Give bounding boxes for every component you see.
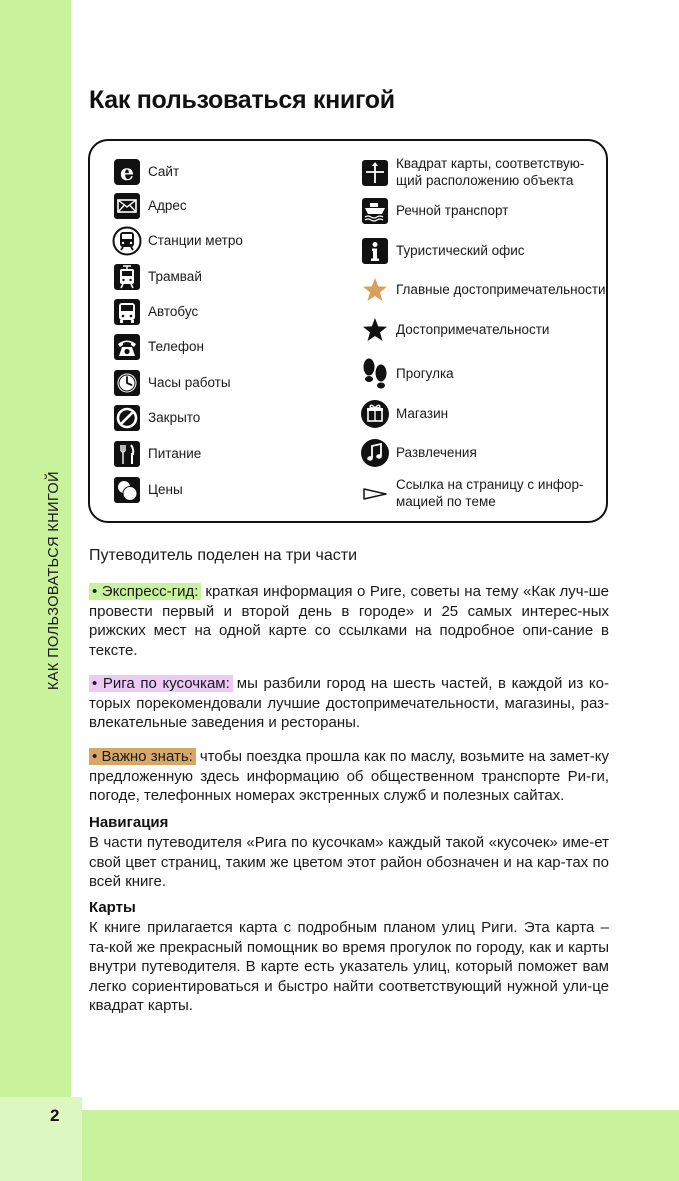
maps-text: К книге прилагается карта с подробным планом улиц Риги. Эта карта – та-кой же прекрасный помощник во время прогулок по городу, как и карты внутри путеводителя. В карте есть указатель улиц, который поможет вам легко сориентироваться и быстро найти соответствующий нужной ули-це квадрат карты. xyxy=(89,919,609,1014)
section-important xyxy=(89,747,609,806)
music-icon xyxy=(360,438,390,468)
legend-item-walk: Прогулка xyxy=(360,357,454,391)
bus-icon xyxy=(112,297,142,327)
legend-item-tram: Трамвай xyxy=(112,262,202,292)
legend-box xyxy=(88,139,608,523)
legend-item-river-transport: Речной транспорт xyxy=(360,196,508,226)
phone-icon xyxy=(112,332,142,362)
legend-item-website: e Сайт xyxy=(112,157,179,187)
maps-heading: Карты xyxy=(89,899,136,916)
legend-item-phone: Телефон xyxy=(112,332,204,362)
side-chapter-title: КАК ПОЛЬЗОВАТЬСЯ КНИГОЙ xyxy=(46,471,62,690)
section-pieces xyxy=(89,674,609,733)
shop-icon xyxy=(360,399,390,429)
page-number: 2 xyxy=(50,1106,60,1125)
page-number-box xyxy=(0,1097,82,1181)
legend-item-hours: Часы работы xyxy=(112,368,231,398)
intro-text: Путеводитель поделен на три части xyxy=(89,547,358,564)
bottom-strip xyxy=(82,1110,679,1181)
closed-icon xyxy=(112,403,142,433)
tram-icon xyxy=(112,262,142,292)
footprints-icon xyxy=(360,357,390,391)
legend-item-food: Питание xyxy=(112,439,201,469)
legend-item-sights: Достопримечательности xyxy=(360,315,549,345)
legend-item-page-link: Ссылка на страницу с инфор-мацией по теме xyxy=(360,477,591,511)
svg-text:e: e xyxy=(120,160,134,186)
legend-item-map-grid: Квадрат карты, соответствую-щий расположению объекта xyxy=(360,156,591,190)
map-grid-icon xyxy=(360,158,390,188)
website-icon xyxy=(112,157,142,187)
section-important-text: чтобы поездка прошла как по маслу, возьмите на замет-ку предложенную здесь информацию об общественном транспорте Ри-ги, погоде, телефонных номерах экстренных служб и полезных сайтах. xyxy=(89,748,609,804)
gold-star-icon xyxy=(360,275,390,305)
price-icon xyxy=(112,475,142,505)
legend-item-address: Адрес xyxy=(112,191,187,221)
legend-item-tourist-office: Туристический офис xyxy=(360,236,525,266)
envelope-icon xyxy=(112,191,142,221)
clock-icon xyxy=(112,368,142,398)
legend-item-entertainment: Развлечения xyxy=(360,438,477,468)
river-transport-icon xyxy=(360,196,390,226)
legend-item-prices: Цены xyxy=(112,475,183,505)
page-title: Как пользоваться книгой xyxy=(89,86,395,114)
arrow-link-icon xyxy=(360,479,390,509)
info-icon xyxy=(360,236,390,266)
black-star-icon xyxy=(360,315,390,345)
food-icon xyxy=(112,439,142,469)
legend-item-closed: Закрыто xyxy=(112,403,200,433)
legend-item-main-sights: Главные достопримечательности xyxy=(360,275,606,305)
section-express xyxy=(89,582,609,660)
section-express-label: • Экспресс-гид: xyxy=(89,583,201,600)
section-pieces-label: • Рига по кусочкам: xyxy=(89,675,233,692)
legend-item-bus: Автобус xyxy=(112,297,198,327)
section-express-text: краткая информация о Риге, советы на тему «Как луч-ше провести первый и второй день в городе» и 25 самых интерес-ных рижских мест на одной карте со ссылками на подробное опи-сание в тексте. xyxy=(89,583,609,659)
legend-item-shop: Магазин xyxy=(360,399,448,429)
navigation-text: В части путеводителя «Рига по кусочкам» каждый такой «кусочек» име-ет свой цвет страниц, таким же цветом этот район обозначен и на кар-тах по всей книге. xyxy=(89,834,609,890)
section-pieces-text: мы разбили город на шесть частей, в каждой из ко-торых порекомендовали лучшие достопримечательности, магазины, раз-влекательные заведения и рестораны. xyxy=(89,675,610,731)
legend-item-metro: Станции метро xyxy=(112,226,243,256)
metro-icon xyxy=(112,226,142,256)
section-important-label: • Важно знать: xyxy=(89,748,196,765)
navigation-heading: Навигация xyxy=(89,814,169,831)
